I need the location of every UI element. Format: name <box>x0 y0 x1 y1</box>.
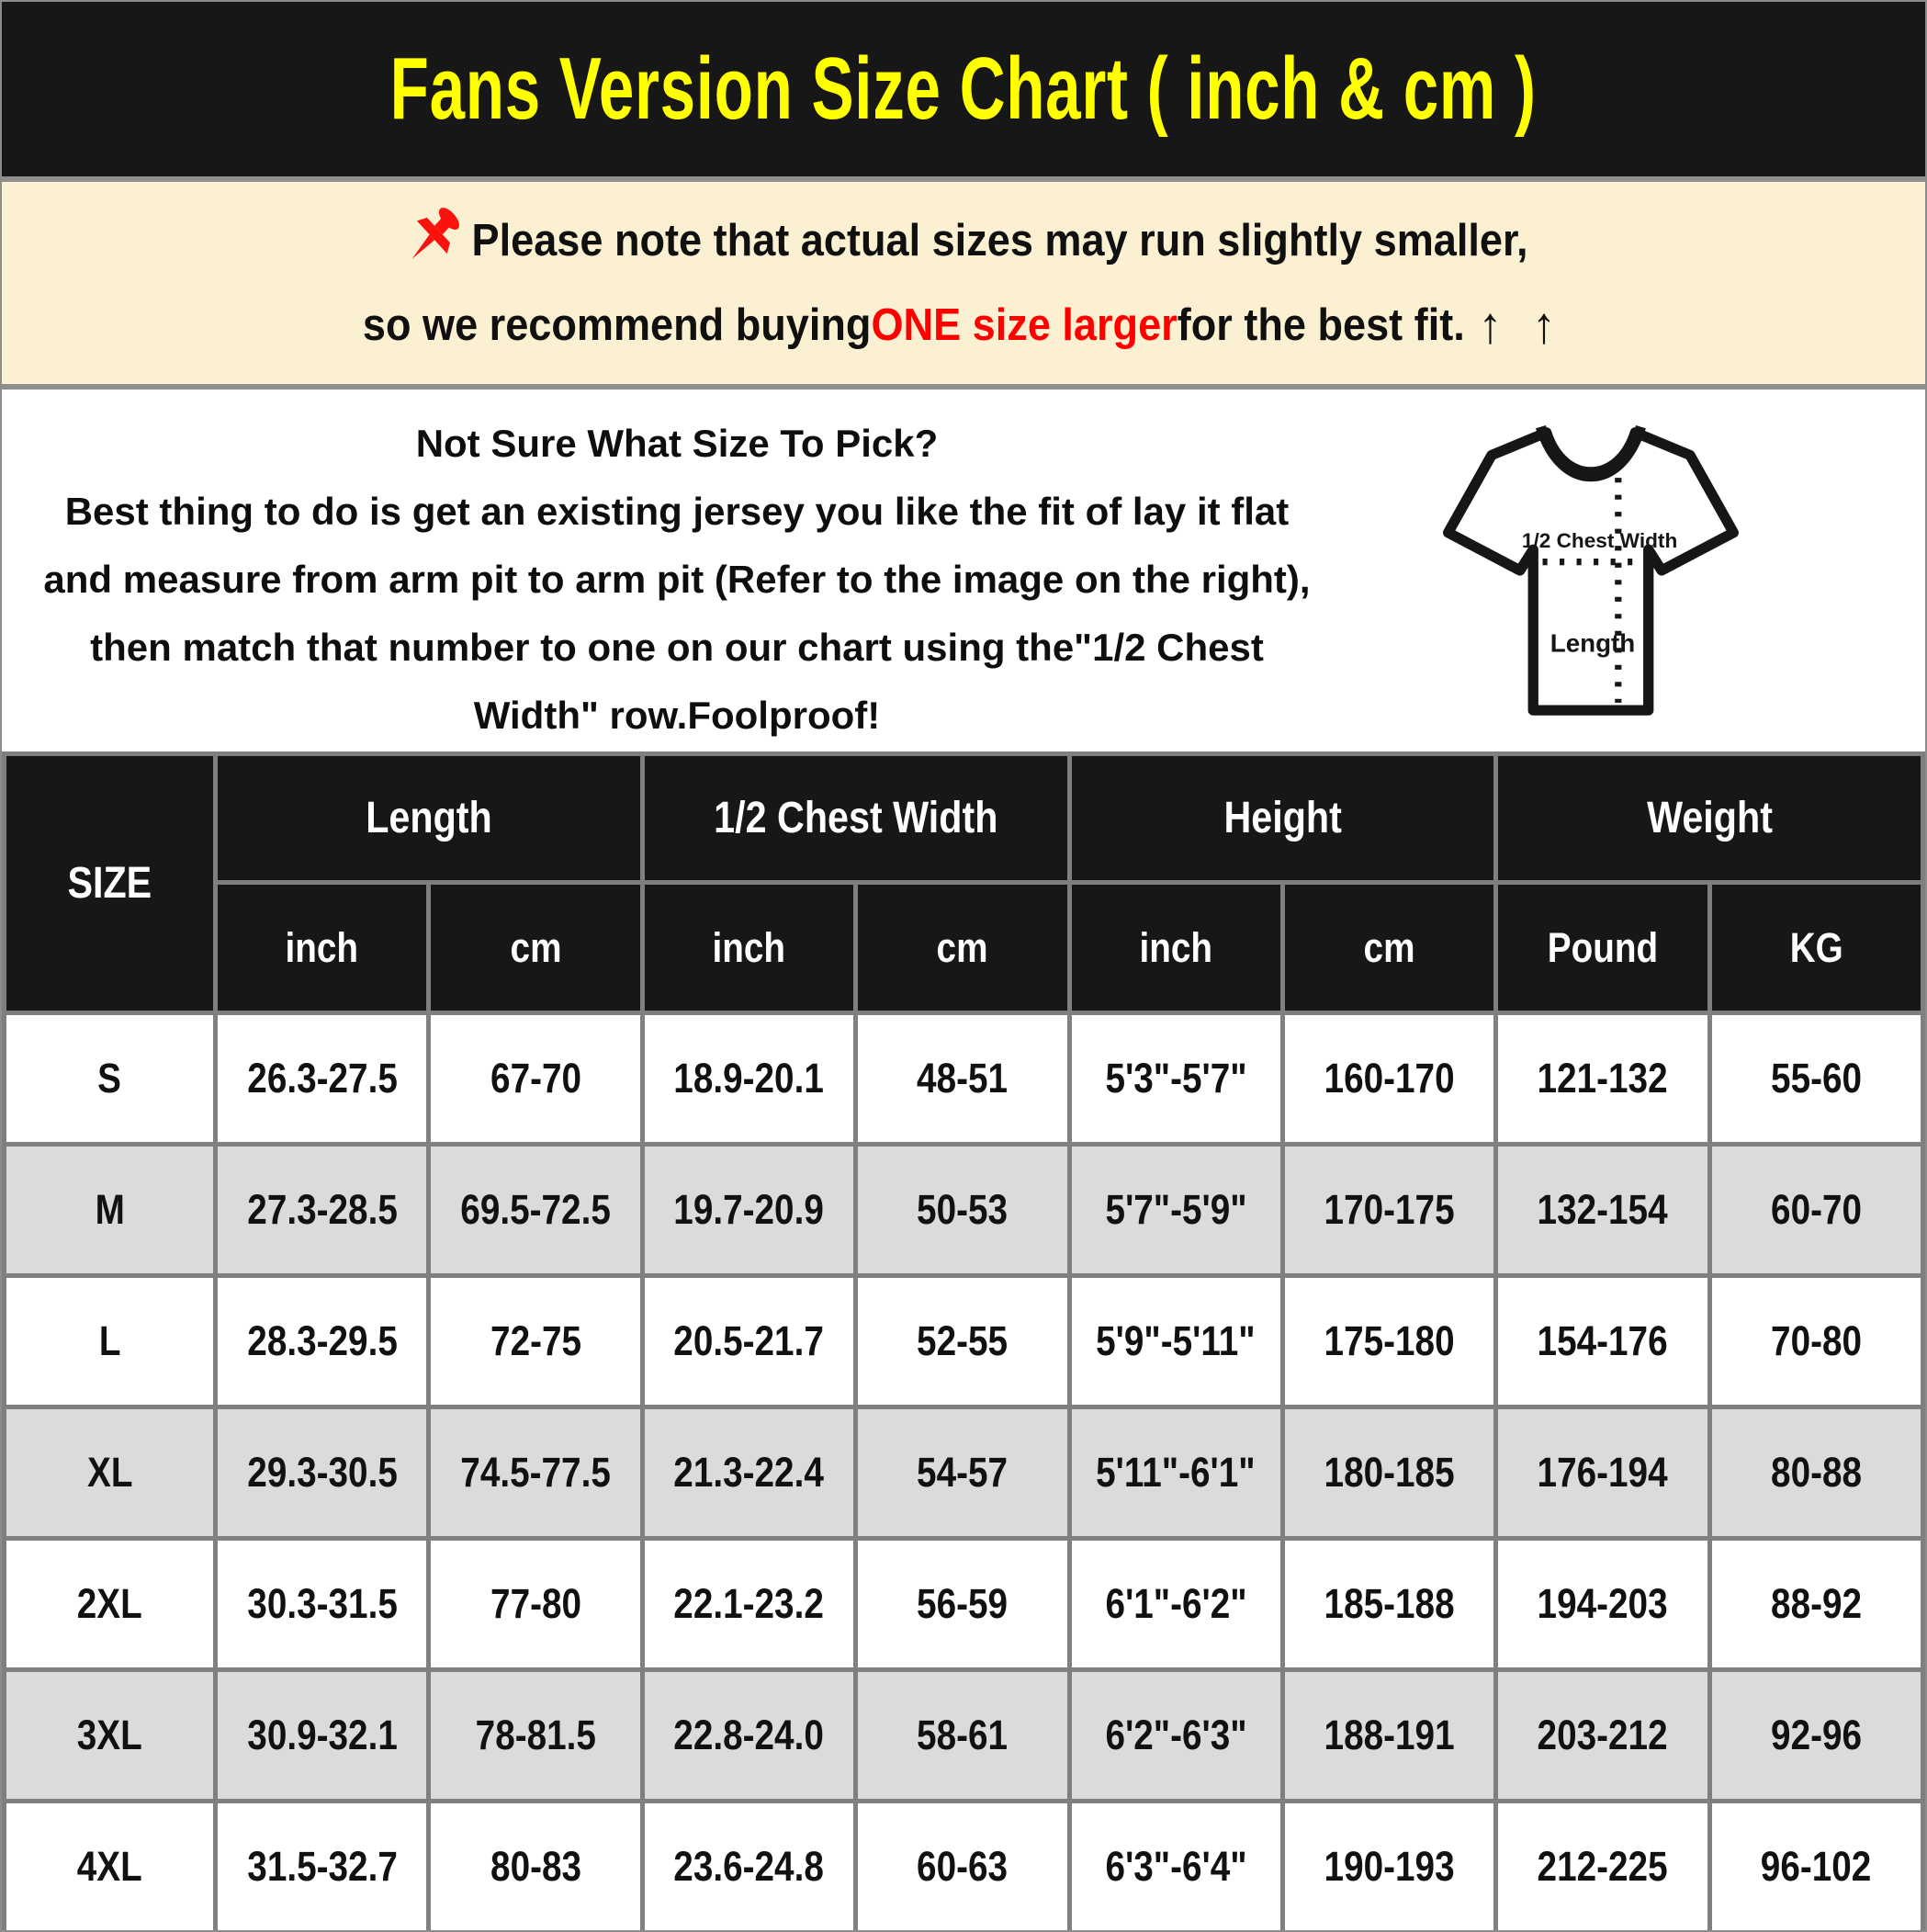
value-cell: 55-60 <box>1709 1013 1922 1145</box>
value-cell: 78-81.5 <box>429 1670 642 1802</box>
length-label: Length <box>1549 628 1636 658</box>
value-cell: 132-154 <box>1496 1145 1709 1276</box>
value-cell: 190-193 <box>1282 1802 1495 1932</box>
guide-line-2: and measure from arm pit to arm pit (Refer to the image on the right), <box>43 558 1311 601</box>
value-cell: 5'9"-5'11" <box>1069 1276 1282 1407</box>
value-cell: 180-185 <box>1282 1407 1495 1539</box>
size-cell: 4XL <box>5 1802 216 1932</box>
note-text-2-prefix: so we recommend buying <box>362 300 872 350</box>
subheader-length-inch: inch <box>216 883 429 1013</box>
value-cell: 88-92 <box>1709 1539 1922 1670</box>
table-row-2xl <box>5 1539 1923 1670</box>
value-cell: 48-51 <box>856 1013 1069 1145</box>
table-row-4xl <box>5 1802 1923 1932</box>
size-cell: XL <box>5 1407 216 1539</box>
page-title: Fans Version Size Chart ( inch & cm ) <box>389 40 1538 138</box>
table-row-m <box>5 1145 1923 1276</box>
value-cell: 6'1"-6'2" <box>1069 1539 1282 1670</box>
value-cell: 80-88 <box>1709 1407 1922 1539</box>
table-row-3xl <box>5 1670 1923 1802</box>
value-cell: 92-96 <box>1709 1670 1922 1802</box>
value-cell: 30.3-31.5 <box>216 1539 429 1670</box>
fit-guide-section <box>2 390 1925 751</box>
subheader-height-inch: inch <box>1069 883 1282 1013</box>
value-cell: 74.5-77.5 <box>429 1407 642 1539</box>
value-cell: 194-203 <box>1496 1539 1709 1670</box>
size-chart-table <box>2 751 1925 1932</box>
tshirt-measure-diagram <box>1431 408 1752 739</box>
value-cell: 31.5-32.7 <box>216 1802 429 1932</box>
note-line-1 <box>399 198 1527 283</box>
value-cell: 5'7"-5'9" <box>1069 1145 1282 1276</box>
note-text-1: Please note that actual sizes may run slightly smaller, <box>471 216 1528 266</box>
column-group-chest-width: 1/2 Chest Width <box>642 754 1069 883</box>
size-cell: M <box>5 1145 216 1276</box>
size-cell: 2XL <box>5 1539 216 1670</box>
subheader-length-cm: cm <box>429 883 642 1013</box>
value-cell: 77-80 <box>429 1539 642 1670</box>
value-cell: 50-53 <box>856 1145 1069 1276</box>
value-cell: 22.1-23.2 <box>642 1539 855 1670</box>
value-cell: 26.3-27.5 <box>216 1013 429 1145</box>
column-group-weight: Weight <box>1496 754 1923 883</box>
chest-width-label: 1/2 Chest Width <box>1521 529 1678 553</box>
value-cell: 188-191 <box>1282 1670 1495 1802</box>
value-cell: 5'11"-6'1" <box>1069 1407 1282 1539</box>
value-cell: 60-63 <box>856 1802 1069 1932</box>
value-cell: 58-61 <box>856 1670 1069 1802</box>
value-cell: 203-212 <box>1496 1670 1709 1802</box>
value-cell: 96-102 <box>1709 1802 1922 1932</box>
value-cell: 170-175 <box>1282 1145 1495 1276</box>
value-cell: 6'2"-6'3" <box>1069 1670 1282 1802</box>
guide-line-3: then match that number to one on our chart using the"1/2 Chest <box>90 626 1264 669</box>
value-cell: 54-57 <box>856 1407 1069 1539</box>
size-cell: 3XL <box>5 1670 216 1802</box>
pushpin-icon <box>399 202 469 279</box>
value-cell: 23.6-24.8 <box>642 1802 855 1932</box>
note-banner <box>2 182 1925 384</box>
value-cell: 20.5-21.7 <box>642 1276 855 1407</box>
value-cell: 28.3-29.5 <box>216 1276 429 1407</box>
value-cell: 27.3-28.5 <box>216 1145 429 1276</box>
subheader-chest-inch: inch <box>642 883 855 1013</box>
table-group-header-row <box>5 754 1923 883</box>
value-cell: 18.9-20.1 <box>642 1013 855 1145</box>
subheader-weight-kg: KG <box>1709 883 1922 1013</box>
value-cell: 69.5-72.5 <box>429 1145 642 1276</box>
value-cell: 67-70 <box>429 1013 642 1145</box>
title-bar <box>2 2 1925 176</box>
guide-heading: Not Sure What Size To Pick? <box>415 422 939 465</box>
guide-line-4: Width" row.Foolproof! <box>473 694 881 737</box>
value-cell: 175-180 <box>1282 1276 1495 1407</box>
up-arrows-icon: ↑ ↑ <box>1478 296 1565 354</box>
value-cell: 21.3-22.4 <box>642 1407 855 1539</box>
column-header-size: SIZE <box>5 754 216 1013</box>
note-text-2-suffix: for the best fit. <box>1177 300 1465 350</box>
column-group-height: Height <box>1069 754 1496 883</box>
subheader-chest-cm: cm <box>856 883 1069 1013</box>
value-cell: 19.7-20.9 <box>642 1145 855 1276</box>
size-cell: L <box>5 1276 216 1407</box>
value-cell: 60-70 <box>1709 1145 1922 1276</box>
value-cell: 80-83 <box>429 1802 642 1932</box>
fit-guide-text <box>2 410 1352 750</box>
value-cell: 72-75 <box>429 1276 642 1407</box>
guide-line-1: Best thing to do is get an existing jersey you like the fit of lay it flat <box>64 490 1290 533</box>
subheader-weight-pound: Pound <box>1496 883 1709 1013</box>
value-cell: 52-55 <box>856 1276 1069 1407</box>
value-cell: 22.8-24.0 <box>642 1670 855 1802</box>
value-cell: 6'3"-6'4" <box>1069 1802 1282 1932</box>
value-cell: 121-132 <box>1496 1013 1709 1145</box>
value-cell: 160-170 <box>1282 1013 1495 1145</box>
column-group-length: Length <box>216 754 643 883</box>
size-cell: S <box>5 1013 216 1145</box>
value-cell: 56-59 <box>856 1539 1069 1670</box>
table-row-s <box>5 1013 1923 1145</box>
value-cell: 176-194 <box>1496 1407 1709 1539</box>
subheader-height-cm: cm <box>1282 883 1495 1013</box>
note-line-2 <box>363 283 1564 367</box>
table-row-xl <box>5 1407 1923 1539</box>
value-cell: 29.3-30.5 <box>216 1407 429 1539</box>
table-row-l <box>5 1276 1923 1407</box>
value-cell: 30.9-32.1 <box>216 1670 429 1802</box>
value-cell: 154-176 <box>1496 1276 1709 1407</box>
value-cell: 70-80 <box>1709 1276 1922 1407</box>
value-cell: 5'3"-5'7" <box>1069 1013 1282 1145</box>
value-cell: 185-188 <box>1282 1539 1495 1670</box>
highlight-one-size-larger: ONE size larger <box>871 300 1178 350</box>
table-subheader-row <box>5 883 1923 1013</box>
value-cell: 212-225 <box>1496 1802 1709 1932</box>
